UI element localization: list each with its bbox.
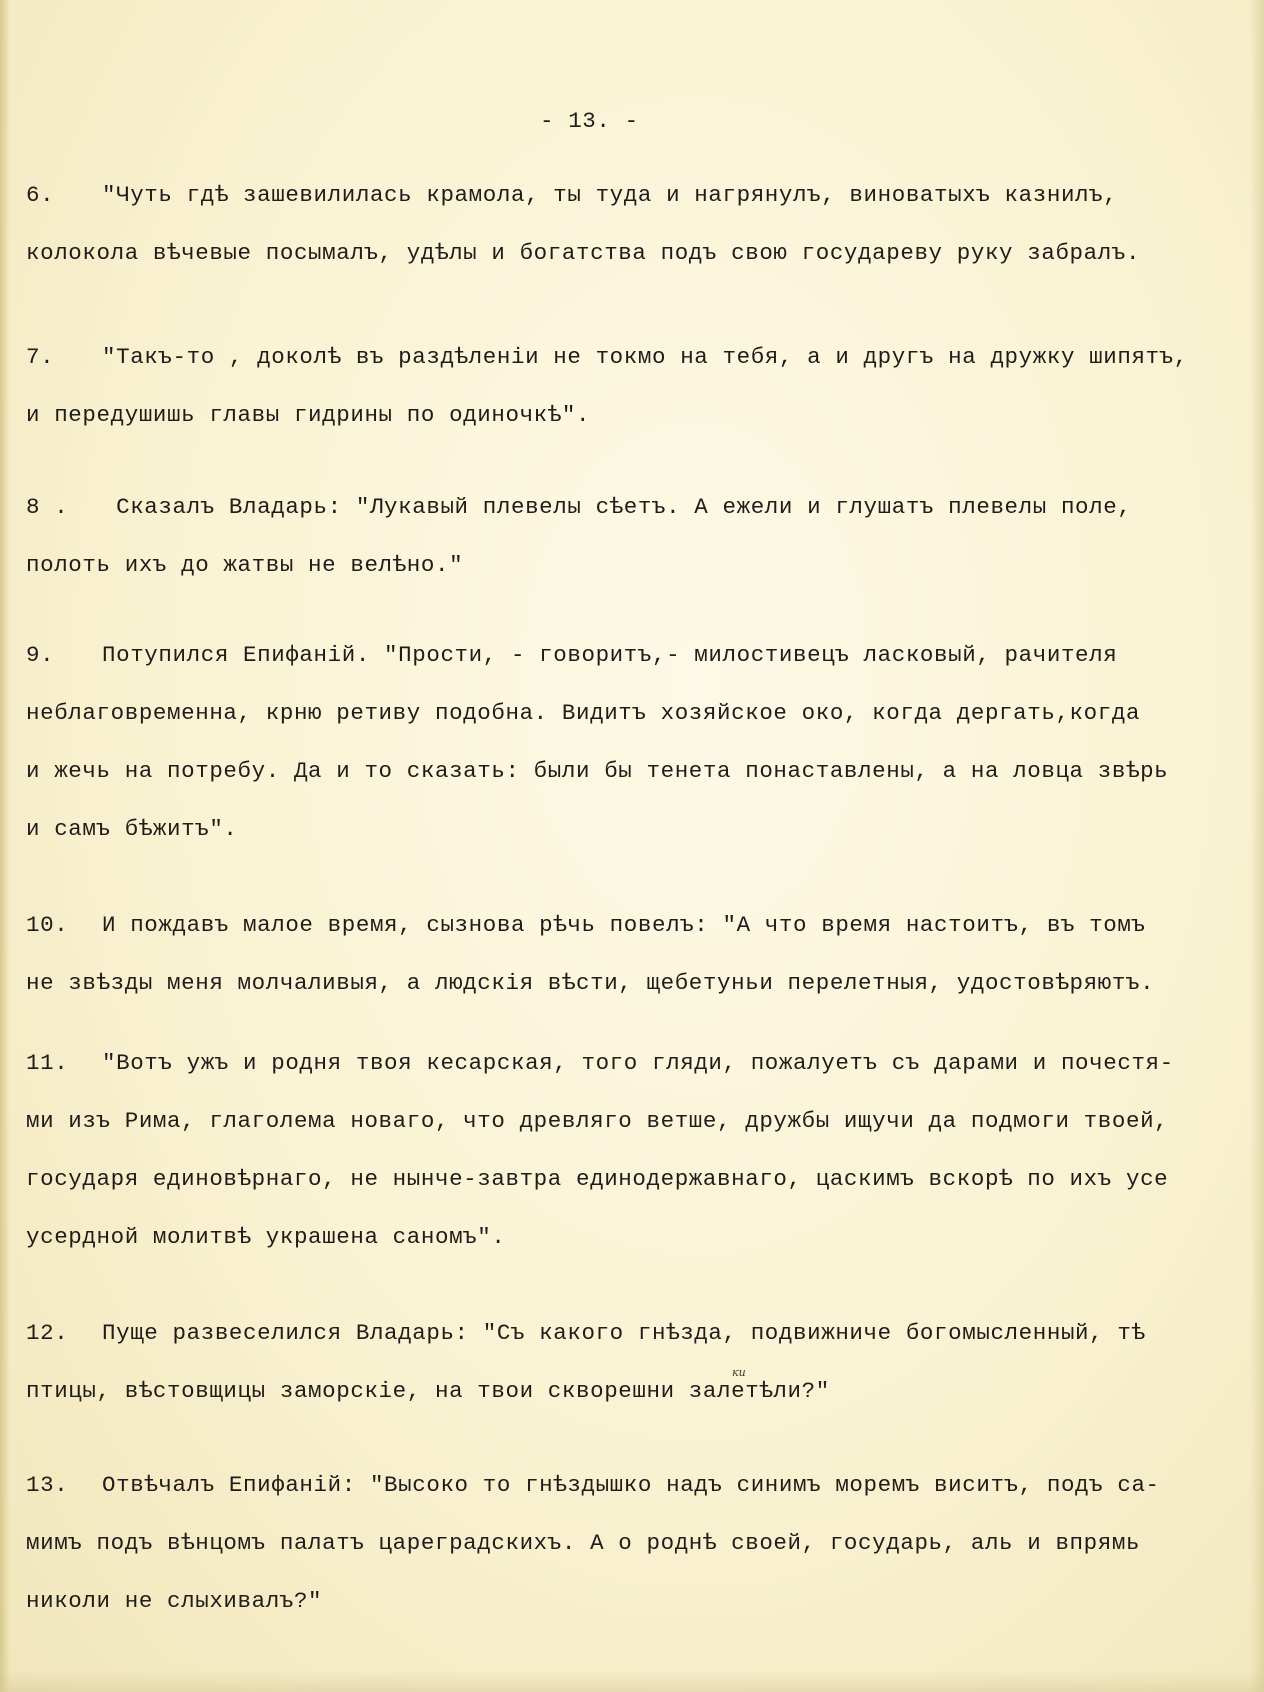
paragraph-line: 12. Пуще развеселился Владарь: "Съ какого гнѣзда, подвижниче богомысленный, тѣ: [26, 1304, 1254, 1362]
paragraph-line: усердной молитвѣ украшена саномъ".: [26, 1224, 506, 1250]
paragraph-line: и передушишь главы гидрины по одиночкѣ".: [26, 402, 591, 428]
paragraph-line: 11. "Вотъ ужъ и родня твоя кесарская, того гляди, пожалуетъ съ дарами и почестя-: [26, 1034, 1254, 1092]
paragraph-13: [26, 1456, 1254, 1630]
paragraph-number: 8 .: [26, 494, 69, 520]
paragraph-11: [26, 1034, 1254, 1266]
paragraph-line: 13. Отвѣчалъ Епифаній: "Высоко то гнѣздышко надъ синимъ моремъ виситъ, подъ са-: [26, 1456, 1254, 1514]
paragraph-line: полоть ихъ до жатвы не велѣно.": [26, 552, 464, 578]
paragraph-number: 7.: [26, 344, 55, 370]
handwritten-correction: ки: [732, 1366, 746, 1379]
paper-bottom-shadow: [0, 1670, 1264, 1692]
paragraph-line: 6. "Чуть гдѣ зашевилилась крамола, ты туда и нагрянулъ, виноватыхъ казнилъ,: [26, 166, 1254, 224]
paragraph-number: 10.: [26, 912, 69, 938]
paragraph-number: 11.: [26, 1050, 69, 1076]
paragraph-number: 9.: [26, 642, 55, 668]
paragraph-line: мимъ подъ вѣнцомъ палатъ цареградскихъ. А о роднѣ своей, государь, аль и впрямь: [26, 1530, 1141, 1556]
paragraph-6: [26, 166, 1254, 282]
paragraph-line: не звѣзды меня молчаливыя, а людскія вѣсти, щебетуньи перелетныя, удостовѣряютъ.: [26, 970, 1155, 996]
paragraph-8: [26, 478, 1254, 594]
paragraph-line: и самъ бѣжитъ".: [26, 816, 238, 842]
paragraph-12: [26, 1304, 1254, 1420]
paragraph-line: и жечь на потребу. Да и то сказать: были бы тенета понаставлены, а на ловца звѣрь: [26, 758, 1169, 784]
paragraph-line: неблаговременна, крню ретиву подобна. Видитъ хозяйское око, когда дергать,когда: [26, 700, 1141, 726]
paragraph-number: 6.: [26, 182, 55, 208]
paragraph-line: птицы, вѣстовщицы заморскіе, на твои скворешни залетѣли?": [26, 1378, 830, 1404]
page-number: - 13. -: [540, 108, 639, 134]
paragraph-line: 7. "Такъ-то , доколѣ въ раздѣленіи не токмо на тебя, а и другъ на дружку шипятъ,: [26, 328, 1254, 386]
paragraph-line: ми изъ Рима, глаголема новаго, что древляго ветше, дружбы ищучи да подмоги твоей,: [26, 1108, 1169, 1134]
paragraph-line: 10. И пождавъ малое время, сызнова рѣчь повелъ: "А что время настоитъ, въ томъ: [26, 896, 1254, 954]
paragraph-number: 13.: [26, 1472, 69, 1498]
paragraph-line: николи не слыхивалъ?": [26, 1588, 323, 1614]
paragraph-line: государя единовѣрнаго, не нынче-завтра единодержавнаго, цаскимъ вскорѣ по ихъ усе: [26, 1166, 1169, 1192]
paragraph-line: колокола вѣчевые посымалъ, удѣлы и богатства подъ свою государеву руку забралъ.: [26, 240, 1141, 266]
paragraph-line: 8 . Сказалъ Владарь: "Лукавый плевелы сѣетъ. А ежели и глушатъ плевелы поле,: [26, 478, 1254, 536]
paragraph-10: [26, 896, 1254, 1012]
paragraph-7: [26, 328, 1254, 444]
paragraph-number: 12.: [26, 1320, 69, 1346]
paragraph-line: 9. Потупился Епифаній. "Прости, - говоритъ,- милостивецъ ласковый, рачителя: [26, 626, 1254, 684]
paper-left-edge: [0, 0, 10, 1692]
paragraph-9: [26, 626, 1254, 858]
